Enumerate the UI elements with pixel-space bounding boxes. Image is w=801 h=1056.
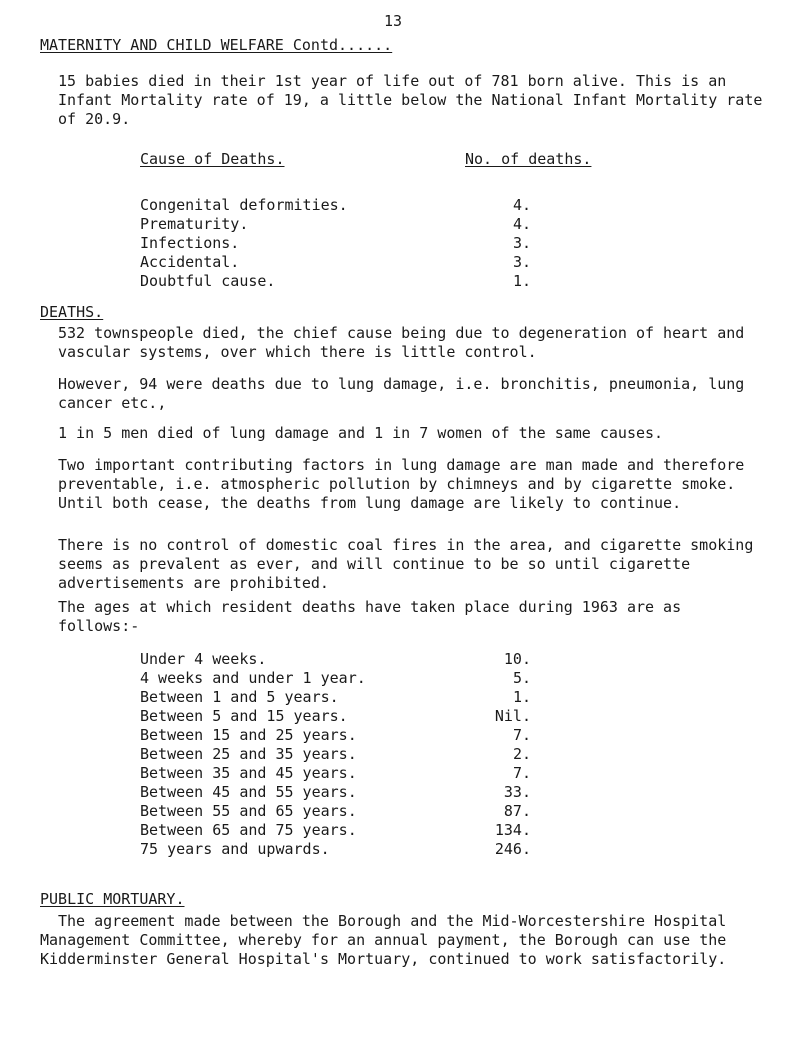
age-band-label: 4 weeks and under 1 year. <box>140 669 366 687</box>
cause-label: Accidental. <box>140 253 240 271</box>
age-band-count: 134. <box>494 821 531 839</box>
count-column-header: No. of deaths. <box>465 150 592 168</box>
cause-count: 3. <box>513 253 532 271</box>
cause-label: Infections. <box>140 234 240 252</box>
cause-count: 4. <box>513 215 532 233</box>
cause-count: 3. <box>513 234 532 252</box>
cause-count: 1. <box>513 272 532 290</box>
page-number: 13 <box>384 12 403 30</box>
cause-count: 4. <box>513 196 532 214</box>
deaths-paragraph: However, 94 were deaths due to lung damage, i.e. bronchitis, pneumonia, lung cancer etc., <box>58 375 745 412</box>
age-band-label: Under 4 weeks. <box>140 650 267 668</box>
deaths-paragraph: Two important contributing factors in lung damage are man made and therefore preventable, i.e. atmospheric pollution by chimneys and by cigarette smoke. Until both cease, the deaths from lung damage are likely to continue. <box>58 456 745 512</box>
deaths-paragraph: There is no control of domestic coal fires in the area, and cigarette smoking seems as prevalent as ever, and will continue to be so until cigarette advertisements are prohibited. <box>58 536 754 592</box>
age-band-count: 7. <box>512 726 531 744</box>
age-band-count: 246. <box>494 840 531 858</box>
cause-label: Prematurity. <box>140 215 249 233</box>
age-band-count: 10. <box>503 650 531 668</box>
age-band-label: Between 5 and 15 years. <box>140 707 348 725</box>
section-heading-deaths: DEATHS. <box>40 303 104 321</box>
age-band-count: 33. <box>503 783 531 801</box>
cause-column-header: Cause of Deaths. <box>140 150 285 168</box>
cause-label: Doubtful cause. <box>140 272 276 290</box>
age-band-label: Between 65 and 75 years. <box>140 821 357 839</box>
deaths-paragraph: 532 townspeople died, the chief cause being due to degeneration of heart and vascular systems, over which there is little control. <box>58 324 745 361</box>
age-band-count: 1. <box>512 688 531 706</box>
deaths-paragraph: The ages at which resident deaths have taken place during 1963 are as follows:- <box>58 598 682 635</box>
age-band-count: 5. <box>512 669 531 687</box>
age-band-count: Nil. <box>494 707 531 725</box>
age-band-count: 7. <box>512 764 531 782</box>
age-band-label: Between 15 and 25 years. <box>140 726 357 744</box>
infant-mortality-paragraph: 15 babies died in their 1st year of life out of 781 born alive. This is an Infant Mortality rate of 19, a little below the National Infant Mortality rate of 20.9. <box>58 72 763 128</box>
deaths-paragraph: 1 in 5 men died of lung damage and 1 in 7 women of the same causes. <box>58 424 664 442</box>
age-band-label: Between 1 and 5 years. <box>140 688 339 706</box>
age-band-count: 2. <box>512 745 531 763</box>
age-band-label: Between 35 and 45 years. <box>140 764 357 782</box>
cause-label: Congenital deformities. <box>140 196 348 214</box>
age-band-label: Between 45 and 55 years. <box>140 783 357 801</box>
age-band-label: Between 55 and 65 years. <box>140 802 357 820</box>
age-band-count: 87. <box>503 802 531 820</box>
age-band-label: Between 25 and 35 years. <box>140 745 357 763</box>
section-heading-maternity: MATERNITY AND CHILD WELFARE Contd...... <box>40 36 393 54</box>
age-band-label: 75 years and upwards. <box>140 840 330 858</box>
mortuary-paragraph: The agreement made between the Borough and the Mid-Worcestershire Hospital Management Committee, whereby for an annual payment, the Borough can use the Kidderminster General Hospital's Mortuary, continued to work satisfactorily. <box>40 912 727 968</box>
section-heading-mortuary: PUBLIC MORTUARY. <box>40 890 185 908</box>
